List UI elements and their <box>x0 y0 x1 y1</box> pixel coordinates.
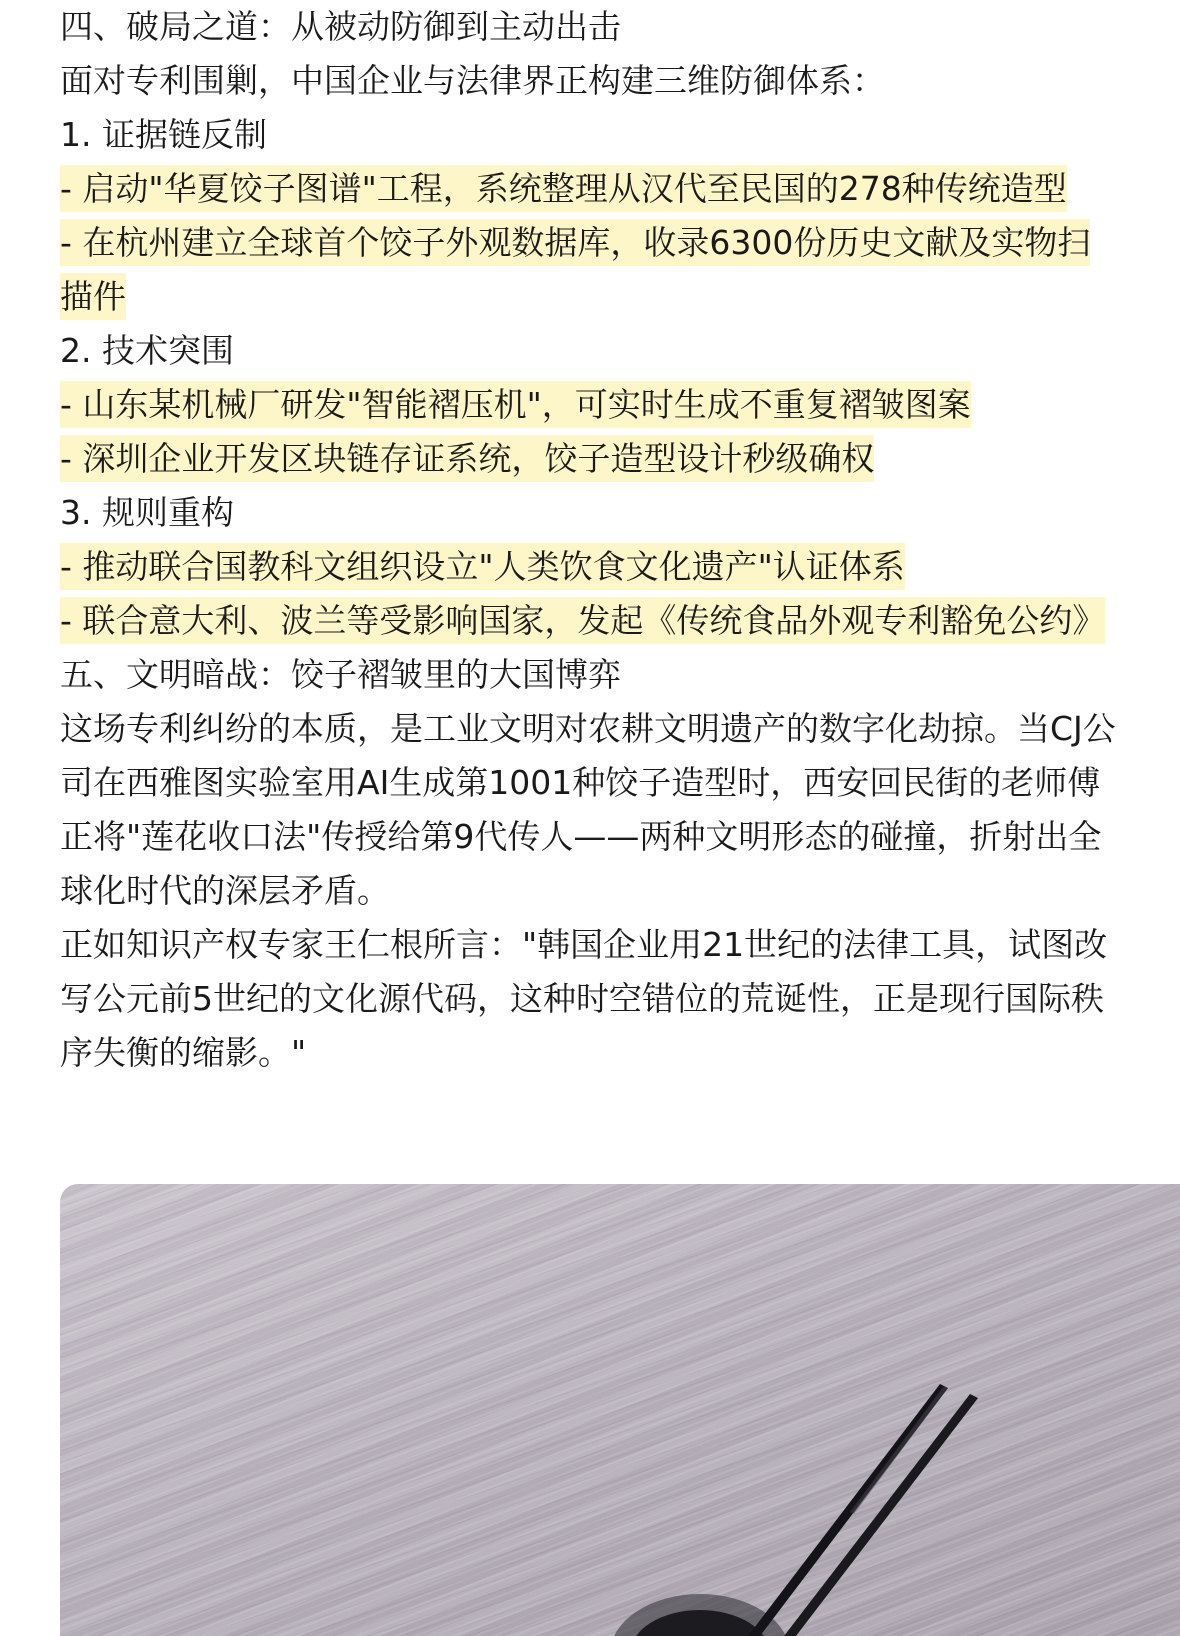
point-3-bullet-2 <box>60 594 1120 648</box>
section-5-heading: 五、文明暗战：饺子褶皱里的大国博弈 <box>60 655 621 694</box>
point-3-bullet-1 <box>60 540 1120 594</box>
point-2-bullet-1 <box>60 378 1120 432</box>
highlight-text: - 深圳企业开发区块链存证系统，饺子造型设计秒级确权 <box>60 435 874 482</box>
highlight-text: - 在杭州建立全球首个饺子外观数据库，收录6300份历史文献及实物扫描件 <box>60 219 1090 320</box>
highlight-text: - 联合意大利、波兰等受影响国家，发起《传统食品外观专利豁免公约》 <box>60 597 1105 644</box>
section-5-paragraph-1: 这场专利纠纷的本质，是工业文明对农耕文明遗产的数字化劫掠。当CJ公司在西雅图实验室用AI生成第1001种饺子造型时，西安回民街的老师傅正将"莲花收口法"传授给第9代传人——两种文明形态的碰撞，折射出全球化时代的深层矛盾。 <box>60 709 1116 910</box>
point-1-title: 1. 证据链反制 <box>60 115 267 154</box>
point-3-title: 3. 规则重构 <box>60 493 234 532</box>
section-4-heading: 四、破局之道：从被动防御到主动出击 <box>60 7 621 46</box>
point-2-title: 2. 技术突围 <box>60 331 234 370</box>
chopsticks-illustration <box>60 1184 1180 1636</box>
article-photo[interactable] <box>60 1184 1180 1636</box>
highlight-text: - 山东某机械厂研发"智能褶压机"，可实时生成不重复褶皱图案 <box>60 381 971 428</box>
point-2-bullet-2 <box>60 432 1120 486</box>
section-4-intro: 面对专利围剿，中国企业与法律界正构建三维防御体系： <box>60 61 885 100</box>
point-1-bullet-2 <box>60 216 1120 324</box>
chopstick-right <box>784 1394 978 1636</box>
article-body <box>60 0 1140 1080</box>
section-5-paragraph-2: 正如知识产权专家王仁根所言："韩国企业用21世纪的法律工具，试图改写公元前5世纪的文化源代码，这种时空错位的荒诞性，正是现行国际秩序失衡的缩影。" <box>60 925 1108 1072</box>
highlight-text: - 推动联合国教科文组织设立"人类饮食文化遗产"认证体系 <box>60 543 905 590</box>
highlight-text: - 启动"华夏饺子图谱"工程，系统整理从汉代至民国的278种传统造型 <box>60 165 1067 212</box>
point-1-bullet-1 <box>60 162 1120 216</box>
